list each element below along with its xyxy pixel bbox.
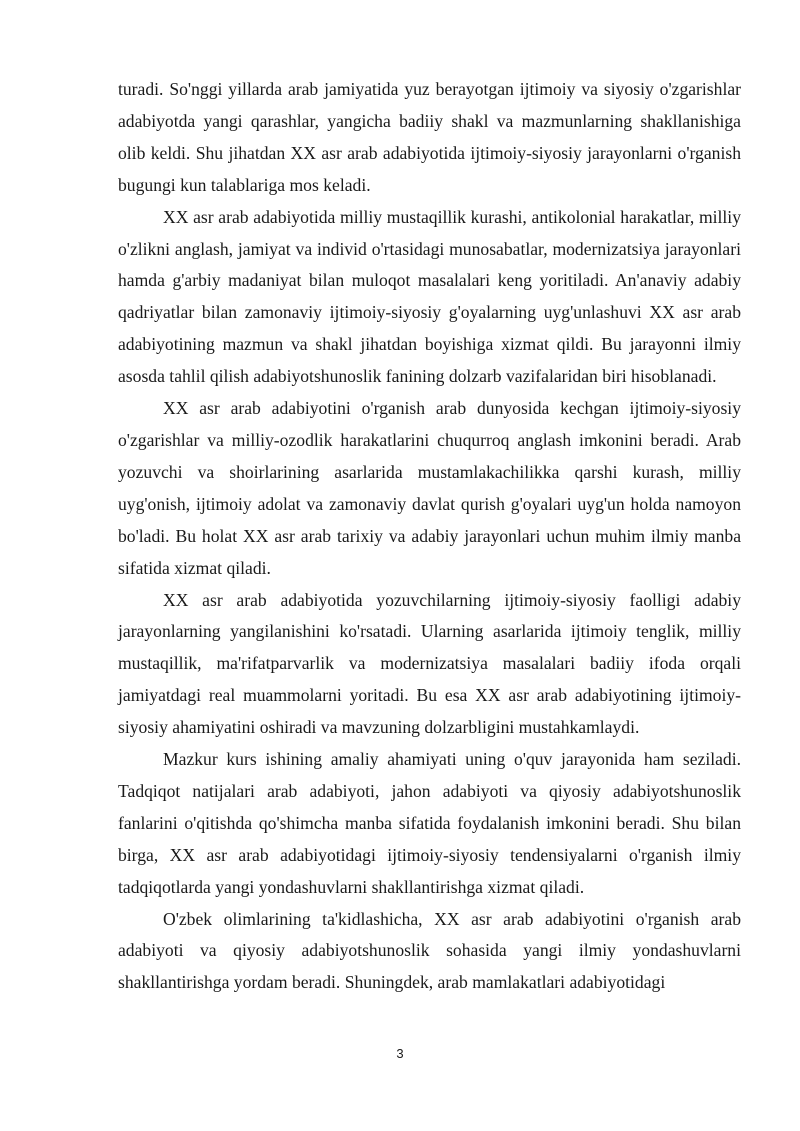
body-text: [118, 74, 741, 999]
paragraph: XX asr arab adabiyotida yozuvchilarning ijtimoiy-siyosiy faolligi adabiy jarayonlarning yangilanishini ko'rsatadi. Ularning asarlarida ijtimoiy tenglik, milliy mustaqillik, ma'rifatparvarlik va modernizatsiya masalalari badiiy ifoda orqali jamiyatdagi real muammolarni yoritadi. Bu esa XX asr arab adabiyotining ijtimoiy-siyosiy ahamiyatini oshiradi va mavzuning dolzarbligini mustahkamlaydi.: [118, 589, 741, 738]
paragraph: XX asr arab adabiyotini o'rganish arab dunyosida kechgan ijtimoiy-siyosiy o'zgarishlar va milliy-ozodlik harakatlarini chuqurroq anglash imkonini beradi. Arab yozuvchi va shoirlarining asarlarida mustamlakachilikka qarshi kurash, milliy uyg'onish, ijtimoiy adolat va zamonaviy davlat qurish g'oyalari uyg'un holda namoyon bo'ladi. Bu holat XX asr arab tarixiy va adabiy jarayonlari uchun muhim ilmiy manba sifatida xizmat qiladi.: [118, 398, 741, 578]
paragraph: Mazkur kurs ishining amaliy ahamiyati uning o'quv jarayonida ham seziladi. Tadqiqot natijalari arab adabiyoti, jahon adabiyoti va qiyosiy adabiyotshunoslik fanlarini o'qitishda qo'shimcha manba sifatida foydalanish imkonini beradi. Shu bilan birga, XX asr arab adabiyotidagi ijtimoiy-siyosiy tendensiyalarni o'rganish ilmiy tadqiqotlarda yangi yondashuvlarni shakllantirishga xizmat qiladi.: [118, 749, 741, 897]
paragraph-continuation: turadi. So'nggi yillarda arab jamiyatida yuz berayotgan ijtimoiy va siyosiy o'zgarishlar adabiyotda yangi qarashlar, yangicha badiiy shakl va mazmunlarning shakllanishiga olib keldi. Shu jihatdan XX asr arab adabiyotida ijtimoiy-siyosiy jarayonlarni o'rganish bugungi kun talablariga mos keladi.: [118, 79, 741, 195]
paragraph: XX asr arab adabiyotida milliy mustaqillik kurashi, antikolonial harakatlar, milliy o'zlikni anglash, jamiyat va individ o'rtasidagi munosabatlar, modernizatsiya jarayonlari hamda g'arbiy madaniyat bilan muloqot masalalari keng yoritiladi. An'anaviy adabiy qadriyatlar bilan zamonaviy ijtimoiy-siyosiy g'oyalarning uyg'unlashuvi XX asr arab adabiyotining mazmun va shakl jihatdan boyishiga xizmat qildi. Bu jarayonni ilmiy asosda tahlil qilish adabiyotshunoslik fanining dolzarb vazifalaridan biri hisoblanadi.: [118, 206, 741, 387]
page-number: 3: [396, 1046, 404, 1061]
paragraph: O'zbek olimlarining ta'kidlashicha, XX asr arab adabiyotini o'rganish arab adabiyoti va qiyosiy adabiyotshunoslik sohasida yangi ilmiy yondashuvlarni shakllantirishga yordam beradi. Shuningdek, arab mamlakatlari adabiyotidagi: [118, 908, 741, 993]
